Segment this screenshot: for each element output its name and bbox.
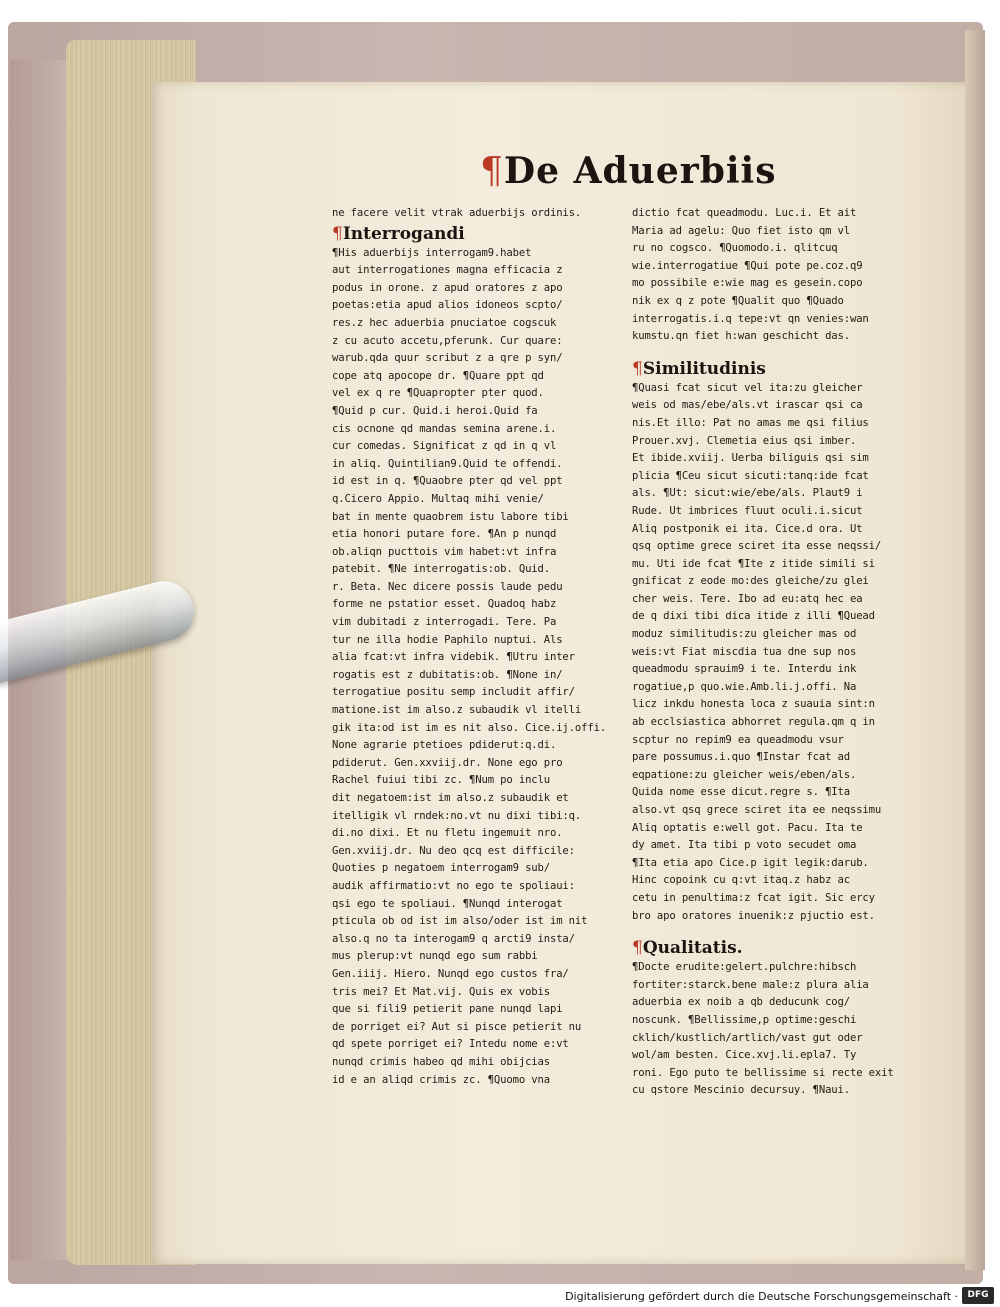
text-line: bro apo oratores inuenik:z pjuctio est. (632, 909, 875, 922)
text-line: de q dixi tibi dica itide z illi ¶Quead (632, 610, 875, 623)
text-line: als. ¶Ut: sicut:wie/ebe/als. Plaut9 i (632, 487, 863, 500)
text-line: qsi ego te spoliaui. ¶Nunqd interogat (332, 897, 563, 910)
text-line: noscunk. ¶Bellissime,p optime:geschi (632, 1013, 857, 1026)
text-line: vim dubitadi z interrogadi. Tere. Pa (332, 616, 557, 629)
subheading-similitudinis: ¶Similitudinis (632, 358, 766, 379)
right-column-lines-b (632, 380, 928, 925)
right-column (632, 205, 928, 1100)
text-line: forme ne pstatior esset. Quadoq habz (332, 598, 557, 611)
text-line: cur comedas. Significat z qd in q vl (332, 440, 557, 453)
text-line: pare possumus.i.quo ¶Instar fcat ad (632, 751, 850, 764)
text-line: warub.qda quur scribut z a qre p syn/ (332, 352, 563, 365)
text-line: licz inkdu honesta loca z suauia sint:n (632, 698, 875, 711)
text-line: q.Cicero Appio. Multaq mihi venie/ (332, 492, 544, 505)
text-line: eqpatione:zu gleicher weis/eben/als. (632, 768, 857, 781)
text-line: cu qstore Mescinio decursuy. ¶Naui. (632, 1084, 850, 1097)
text-line: Quoties p negatoem interrogam9 sub/ (332, 862, 550, 875)
text-line: ¶Quasi fcat sicut vel ita:zu gleicher (632, 381, 863, 394)
text-line: Aliq postponik ei ita. Cice.d ora. Ut (632, 522, 863, 535)
text-line: Rude. Ut imbrices fluut oculi.i.sicut (632, 504, 863, 517)
text-line: poetas:etia apud alios idoneos scpto/ (332, 299, 563, 312)
text-line: ¶Ita etia apo Cice.p igit legik:darub. (632, 856, 869, 869)
text-line: mu. Uti ide fcat ¶Ite z itide simili si (632, 557, 875, 570)
text-line: mus plerup:vt nunqd ego sum rabbi (332, 950, 538, 963)
left-column-lines (332, 245, 628, 1090)
text-line: None agrarie ptetioes pdiderut:q.di. (332, 739, 557, 752)
dfg-logo: DFG (962, 1287, 994, 1304)
text-line: moduz similitudis:zu gleicher mas od (632, 628, 857, 641)
text-line: cklich/kustlich/artlich/vast gut oder (632, 1031, 863, 1044)
text-line: di.no dixi. Et nu fletu ingemuit nro. (332, 827, 563, 840)
text-line: gik ita:od ist im es nit also. Cice.ij.offi. (332, 721, 607, 734)
text-line: aut interrogationes magna efficacia z (332, 264, 563, 277)
text-line: rogatiue,p quo.wie.Amb.li.j.offi. Na (632, 680, 857, 693)
text-line: nunqd crimis habeo qd mihi obijcias (332, 1055, 550, 1068)
text-line: Maria ad agelu: Quo fiet isto qm vl (632, 224, 850, 237)
left-column (332, 205, 628, 1089)
text-line: de porriget ei? Aut si pisce petierit nu (332, 1020, 582, 1033)
text-line: mo possibile e:wie mag es gesein.copo (632, 277, 863, 290)
text-line: res.z hec aduerbia pnuciatoe cogscuk (332, 316, 557, 329)
text-line: weis:vt Fiat miscdia tua dne sup nos (632, 645, 857, 658)
text-line: plicia ¶Ceu sicut sicuti:tanq:ide fcat (632, 469, 869, 482)
text-line: etia honori putare fore. ¶An p nunqd (332, 528, 557, 541)
text-line: dictio fcat queadmodu. Luc.i. Et ait (632, 207, 857, 219)
subheading-qualitatis: ¶Qualitatis. (632, 938, 743, 959)
text-line: pticula ob od ist im also/oder ist im nit (332, 915, 588, 928)
text-line: weis od mas/ebe/als.vt irascar qsi ca (632, 399, 863, 412)
text-line: dy amet. Ita tibi p voto secudet oma (632, 839, 857, 852)
text-line: wie.interrogatiue ¶Qui pote pe.coz.q9 (632, 259, 863, 272)
text-line: patebit. ¶Ne interrogatis:ob. Quid. (332, 563, 550, 576)
text-line: Rachel fuiui tibi zc. ¶Num po inclu (332, 774, 550, 787)
text-line: Aliq optatis e:well got. Pacu. Ita te (632, 821, 863, 834)
text-line: Et ibide.xviij. Uerba biliguis qsi sim (632, 452, 869, 465)
text-line: kumstu.qn fiet h:wan geschicht das. (632, 330, 850, 343)
text-line: fortiter:starck.bene male:z plura alia (632, 978, 869, 991)
page-heading (480, 150, 777, 196)
text-line: bat in mente quaobrem istu labore tibi (332, 510, 569, 523)
pilcrow: ¶ (632, 358, 643, 379)
text-line: Hinc copoink cu q:vt itaq.z habz ac (632, 874, 850, 887)
right-column-lines-a (632, 205, 928, 346)
text-line: Gen.iiij. Hiero. Nunqd ego custos fra/ (332, 967, 569, 980)
text-line: rogatis est z dubitatis:ob. ¶None in/ (332, 668, 563, 681)
heading-pilcrow: ¶ (480, 151, 504, 192)
text-line: alia fcat:vt infra videbik. ¶Utru inter (332, 651, 575, 664)
footer-credit: Digitalisierung gefördert durch die Deutsche Forschungsgemeinschaft · (565, 1290, 958, 1303)
right-page-edge (965, 30, 985, 1270)
column-first-line: ne facere velit vtrak aduerbijs ordinis. (332, 207, 582, 219)
text-line: audik affirmatio:vt no ego te spoliaui: (332, 879, 575, 892)
pilcrow: ¶ (332, 223, 343, 244)
text-line: ¶Quid p cur. Quid.i heroi.Quid fa (332, 404, 538, 417)
text-line: terrogatiue positu semp includit affir/ (332, 686, 575, 699)
text-line: Prouer.xvj. Clemetia eius qsi imber. (632, 434, 857, 447)
text-line: tris mei? Et Mat.vij. Quis ex vobis (332, 985, 550, 998)
text-line: tur ne illa hodie Paphilo nuptui. Als (332, 633, 563, 646)
text-line: ¶Docte erudite:gelert.pulchre:hibsch (632, 961, 857, 974)
text-line: roni. Ego puto te bellissime si recte exit (632, 1066, 894, 1079)
text-line: cher weis. Tere. Ibo ad eu:atq hec ea (632, 592, 863, 605)
text-line: Quida nome esse dicut.regre s. ¶Ita (632, 786, 850, 799)
heading-text: De Aduerbiis (503, 150, 777, 192)
text-line: pdiderut. Gen.xxviij.dr. None ego pro (332, 756, 563, 769)
subheading-interrogandi: ¶Interrogandi (332, 223, 465, 244)
pilcrow: ¶ (632, 938, 643, 959)
text-line: also.q no ta interogam9 q arcti9 insta/ (332, 932, 575, 945)
text-line: wol/am besten. Cice.xvj.li.epla7. Ty (632, 1049, 857, 1062)
text-line: ¶His aduerbijs interrogam9.habet (332, 246, 532, 259)
text-line: que si fili9 petierit pane nunqd lapi (332, 1003, 563, 1016)
text-line: aduerbia ex noib a qb deducunk cog/ (632, 996, 850, 1009)
text-line: matione.ist im also.z subaudik vl itelli (332, 704, 582, 717)
text-line: ob.aliqn pucttois vim habet:vt infra (332, 545, 557, 558)
text-line: gnificat z eode mo:des gleiche/zu glei (632, 575, 869, 588)
text-line: scptur no repim9 ea queadmodu vsur (632, 733, 844, 746)
text-line: vel ex q re ¶Quapropter pter quod. (332, 387, 544, 400)
text-line: dit negatoem:ist im also.z subaudik et (332, 792, 569, 804)
text-line: also.vt qsq grece sciret ita ee neqssimu (632, 804, 882, 816)
text-line: z cu acuto accetu,pferunk. Cur quare: (332, 334, 563, 347)
text-line: nik ex q z pote ¶Qualit quo ¶Quado (632, 294, 844, 307)
text-line: id e an aliqd crimis zc. ¶Quomo vna (332, 1073, 550, 1086)
text-line: podus in orone. z apud oratores z apo (332, 281, 563, 294)
text-line: in aliq. Quintilian9.Quid te offendi. (332, 457, 563, 470)
text-line: interrogatis.i.q tepe:vt qn venies:wan (632, 312, 869, 325)
text-line: itelligik vl rndek:no.vt nu dixi tibi:q. (332, 809, 582, 822)
text-line: cetu in penultima:z fcat igit. Sic ercy (632, 891, 875, 904)
text-line: ru no cogsco. ¶Quomodo.i. qlitcuq (632, 242, 838, 255)
text-line: qd spete porriget ei? Intedu nome e:vt (332, 1038, 569, 1051)
text-line: Gen.xviij.dr. Nu deo qcq est difficile: (332, 844, 575, 857)
text-line: id est in q. ¶Quaobre pter qd vel ppt (332, 475, 563, 488)
text-line: cope atq apocope dr. ¶Quare ppt qd (332, 369, 544, 382)
text-line: qsq optime grece sciret ita esse neqssi/ (632, 540, 882, 553)
text-line: ab ecclsiastica abhorret regula.qm q in (632, 716, 875, 729)
text-line: r. Beta. Nec dicere possis laude pedu (332, 580, 563, 593)
right-column-lines-c (632, 959, 928, 1100)
text-line: cis ocnone qd mandas semina arene.i. (332, 422, 557, 435)
text-line: nis.Et illo: Pat no amas me qsi filius (632, 416, 869, 429)
text-line: queadmodu sprauim9 i te. Interdu ink (632, 663, 857, 676)
